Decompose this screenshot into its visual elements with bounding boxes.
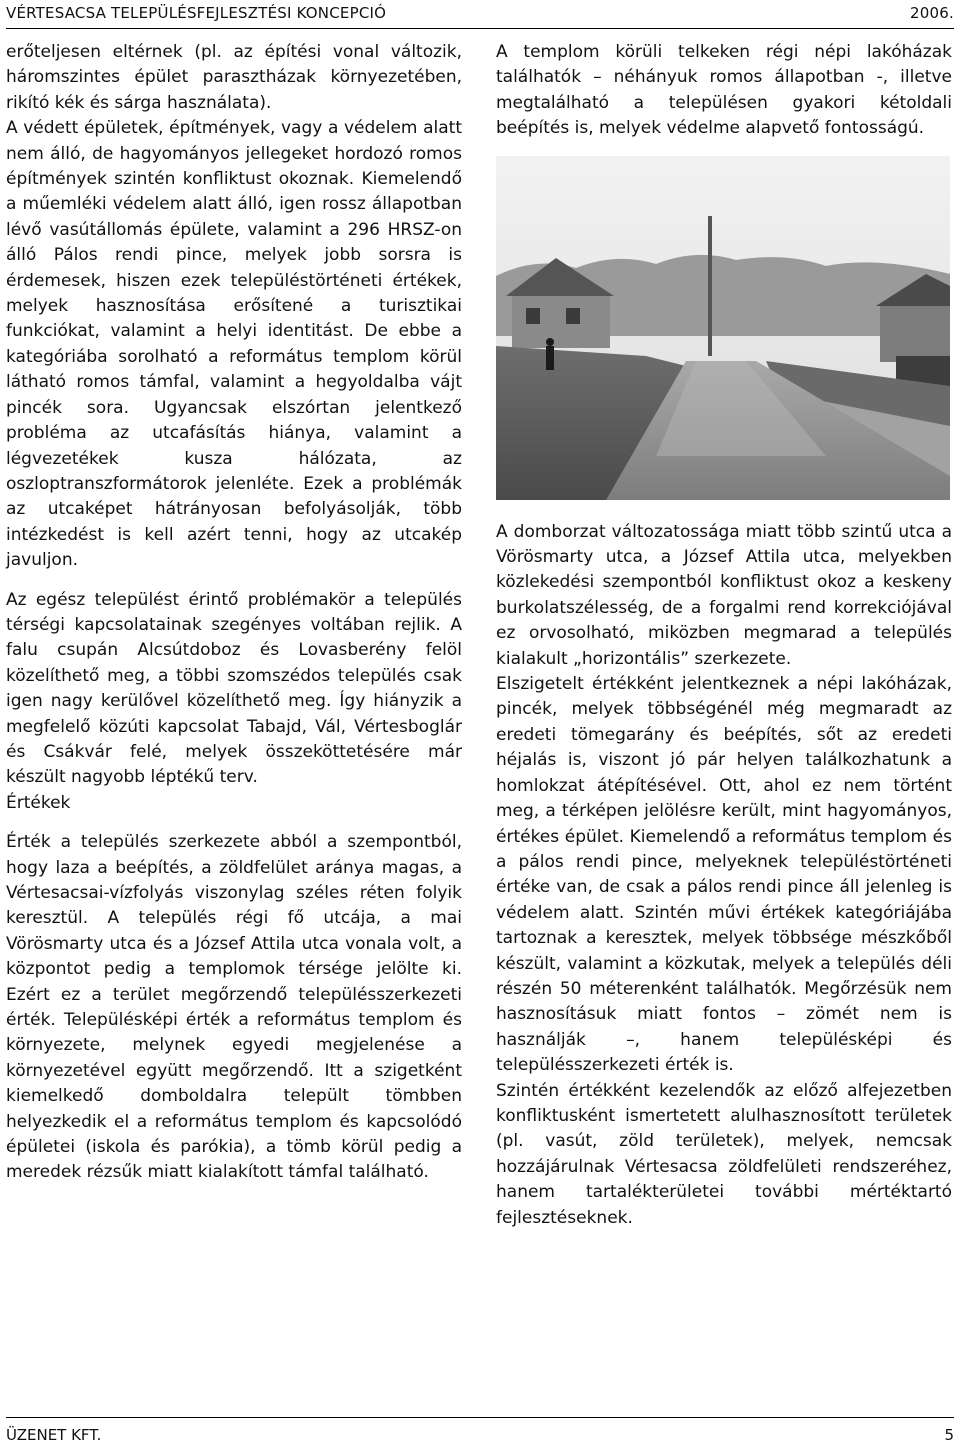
paragraph: Érték a település szerkezete abból a szempontból, hogy laza a beépítés, a zöldfelület aránya magas, a Vértesacsai-vízfolyás viszonylag széles réten folyik keresztül. A település régi fő utcája, a mai Vörösmarty utca és a József Attila utca vonala volt, a központot pedig a templomok térsége jelölte ki. Ezért ez a terület megőrzendő településszerkezeti érték. Településképi érték a református templom és környezete, melynek egyedi megjelenése a környezetével együtt megőrzendő. Itt a szigetként kiemelkedő domboldalra települt tömbben helyezkedik el a református templom és kapcsolódó épületei (iskola és parókia), a tömb körül pedig a meredek rézsűk miatt kialakított támfal található. <box>6 832 462 1183</box>
paragraph: Szintén értékként kezelendők az előző alfejezetben konfliktusként ismertetett alulhasznosított területek (pl. vasút, zöld területek), melyek, nemcsak hozzájárulnak Vértesacsa zöldfelületi rendszeréhez, hanem tartalékterületei további mértéktartó fejlesztéseknek. <box>496 1080 952 1228</box>
paragraph: Az egész települést érintő problémakör a település térségi kapcsolatainak szegényes voltában rejlik. A falu csupán Alcsútdoboz és Lovasberény felöl közelíthető meg, a többi szomszédos település csak igen nagy kerülővel közelíthető meg. Így hiányzik a megfelelő közúti kapcsolat Tabajd, Vál, Vértesboglár és Csákvár felé, melyek összeköttetésére már készült nagyobb léptékű terv. <box>6 589 462 788</box>
paragraph: erőteljesen eltérnek (pl. az építési vonal változik, háromszintes épület parasztházak környezetében, rikító kék és sárga használata). <box>6 42 462 113</box>
paragraph: A védett épületek, építmények, vagy a védelem alatt nem álló, de hagyományos jellegeket hordozó romos építmények szintén konfliktust okoznak. Kiemelendő a műemléki védelem alatt álló, igen rossz állapotban lévő vasútállomás épülete, valamint a 296 HRSZ-on álló Pálos rendi pince, melyek jobb sorsra is érdemesek, hiszen ezek településtörténeti értékek, melyek hasznosítása erősítené a turisztikai funkciókat, valamint a helyi identitást. De ebbe a kategóriába sorolható a református templom körül látható romos támfal, valamint a hegyoldalba vájt pincék sora. Ugyancsak elszórtan jelentkező probléma az utcafásítás hiánya, valamint a légvezetékek kusza hálózata, az oszloptranszformátorok jelenléte. Ezek a problémák az utcaképet hátrányosan befolyásolják, több intézkedést is kell azért tenni, hogy az utcakép javuljon. <box>6 118 462 571</box>
section-heading: Értékek <box>6 792 71 813</box>
page-header <box>6 4 954 29</box>
page-number: 5 <box>944 1426 954 1444</box>
right-column <box>496 40 952 1231</box>
paragraph: A domborzat változatossága miatt több szintű utca a Vörösmarty utca, a József Attila utca, melyekben közlekedési szempontból konfliktust okoz a keskeny burkolatszélesség, de a forgalmi rend korrekciójával ez orvosolható, miközben megmarad a település kialakult „horizontális” szerkezete. <box>496 521 952 669</box>
document-year: 2006. <box>910 4 954 22</box>
document-title: VÉRTESACSA TELEPÜLÉSFEJLESZTÉSI KONCEPCIÓ <box>6 4 387 22</box>
left-column <box>6 40 462 1186</box>
page-footer <box>6 1417 954 1444</box>
footer-company: ÜZENET KFT. <box>6 1426 102 1444</box>
paragraph: A templom körüli telkeken régi népi lakóházak találhatók – néhányuk romos állapotban -, illetve megtalálható a településen gyakori kétoldali beépítés is, melyek védelme alapvető fontosságú. <box>496 42 952 139</box>
street-photo <box>496 156 950 500</box>
paragraph: Elszigetelt értékként jelentkeznek a népi lakóházak, pincék, melyek többségénél még megmaradt az eredeti tömegarány és beépítés, sőt az eredeti héjalás is, viszont jó pár helyen találkozhatunk a homlokzat átépítésével. Ott, ahol ez nem történt meg, a térképen jelölésre került, mint hagyományos, értékes épület. Kiemelendő a református templom és a pálos rendi pince, melyeknek településtörténeti értéke van, de csak a pálos rendi pince áll jelenleg is védelem alatt. Szintén művi értékek kategóriájába tartoznak a keresztek, melyek többsége mészkőből készült, valamint a közkutak, melyek a település déli részén 50 méterenként találhatók. Megőrzésük nem hasznosításuk miatt fontos – zömét nem is használják –, hanem településképi és településszerkezeti érték is. <box>496 674 952 1076</box>
